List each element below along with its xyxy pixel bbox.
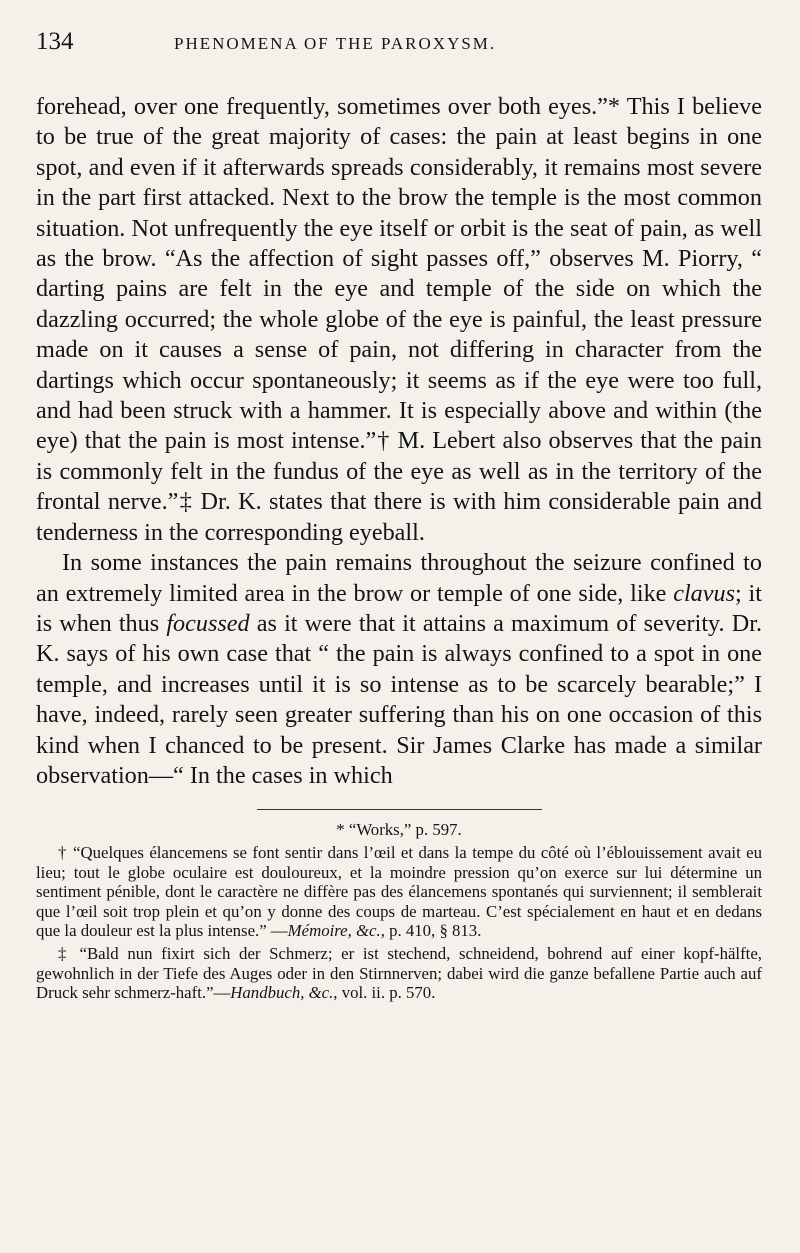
footnote-3-citation: Handbuch, &c. [230,983,334,1003]
italic-focussed: focussed [166,609,250,637]
paragraph-2-part-b: ; it is when thus [36,579,762,637]
footnote-2-end: , p. 410, § 813. [380,921,482,941]
paragraph-2 [36,548,762,791]
paragraph-2-part-a: In some instances the pain remains throughout the seizure confined to an extremely limited area in the brow or temple of one side, like [36,549,762,607]
body-text [36,92,762,791]
running-title: PHENOMENA OF THE PAROXYSM. [174,34,497,53]
paragraph-1: forehead, over one frequently, sometimes over both eyes.”* This I believe to be true of the great majority of cases: the pain at least begins in one spot, and even if it afterwards spreads considerably, it remains most severe in the part first attacked. Next to the brow the temple is the most common situation. Not unfrequently the eye itself or orbit is the seat of pain, as well as the brow. “As the affection of sight passes off,” observes M. Piorry, “ darting pains are felt in the eye and temple of the side on which the dazzling occurred; the whole globe of the eye is painful, the least pressure made on it causes a sense of pain, not differing in character from the dartings which occur spontaneously; it seems as if the eye were too full, and had been struck with a hammer. It is especially above and within (the eye) that the pain is most intense.”† M. Lebert also observes that the pain is commonly felt in the fundus of the eye as well as in the territory of the frontal nerve.”‡ Dr. K. states that there is with him considerable pain and tenderness in the corresponding eyeball. [36,93,762,546]
footnote-2 [36,843,762,941]
footnote-2-citation: Mémoire, &c. [287,921,381,941]
italic-clavus: clavus [673,579,736,607]
footnote-3 [36,944,762,1003]
footnote-1: * “Works,” p. 597. [336,820,462,840]
footnote-rule [257,809,542,810]
footnote-3-end: , vol. ii. p. 570. [333,983,436,1003]
page-number: 134 [36,28,74,55]
footnotes [36,820,762,1002]
footnote-2-text: † “Quelques élancemens se font sentir dans l’œil et dans la tempe du côté où l’éblouissement avait eu lieu; tout le globe oculaire est douloureux, et la moindre pression qu’on exerce sur lui détermine un sentiment pénible, dont le caractère ne diffère pas des élancemens spontanés qui surviennent; il semblerait que l’œil soit trop plein et qu’on y donne des coups de marteau. C’est spécialement en haut et en dedans que la douleur est la plus intense.” — [36,842,762,941]
footnote-3-text: ‡ “Bald nun fixirt sich der Schmerz; er ist stechend, schneidend, bohrend auf einer kopf-hälfte, gewohnlich in der Tiefe des Auges oder in den Stirnnerven; dabei wird die ganze befallene Partie auch auf Druck sehr schmerz-haft.”— [36,943,762,1003]
paragraph-2-part-c: as it were that it attains a maximum of severity. Dr. K. says of his own case that “ the pain is always confined to a spot in one temple, and increases until it is so intense as to be scarcely bearable;” I have, indeed, rarely seen greater suffering than his on one occasion of this kind when I chanced to be present. Sir James Clarke has made a similar observation—“ In the cases in which [36,609,762,789]
running-head [36,28,762,86]
